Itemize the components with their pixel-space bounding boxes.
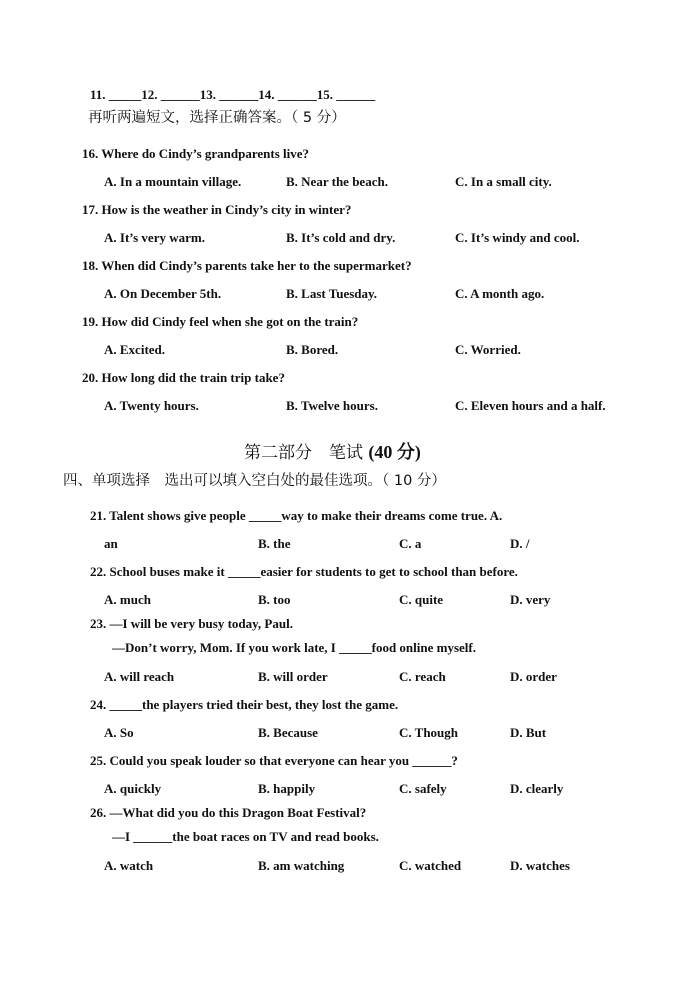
part2-score: (40 分)	[368, 442, 421, 462]
option-23b: B. will order	[258, 669, 328, 684]
question-16: 16. Where do Cindy’s grandparents live?	[82, 146, 310, 161]
option-18c: C. A month ago.	[455, 286, 545, 301]
option-20a: A. Twenty hours.	[104, 398, 199, 413]
option-23d: D. order	[510, 669, 557, 684]
option-16b: B. Near the beach.	[286, 174, 388, 189]
section4-instruction: 四、单项选择 选出可以填入空白处的最佳选项。（ 10 分）	[63, 473, 446, 489]
option-20b: B. Twelve hours.	[286, 398, 378, 413]
question-24: 24. _____the players tried their best, they lost the game.	[90, 697, 399, 712]
listening-instruction: 再听两遍短文，选择正确答案。（ 5 分）	[88, 110, 346, 126]
option-21b: B. the	[258, 536, 291, 551]
question-26-reply: —I ______the boat races on TV and read books.	[112, 829, 379, 844]
option-17b: B. It’s cold and dry.	[286, 230, 396, 245]
option-21c: C. a	[399, 536, 422, 551]
option-16a: A. In a mountain village.	[104, 174, 242, 189]
option-18a: A. On December 5th.	[104, 286, 222, 301]
blanks-11-15: 11. _____12. ______13. ______14. ______15. ______	[90, 87, 376, 102]
option-19a: A. Excited.	[104, 342, 166, 357]
question-23: 23. —I will be very busy today, Paul.	[90, 616, 293, 631]
option-17c: C. It’s windy and cool.	[455, 230, 580, 245]
option-26c: C. watched	[399, 858, 462, 873]
option-21d: D. /	[510, 536, 530, 551]
option-24d: D. But	[510, 725, 547, 740]
option-24c: C. Though	[399, 725, 459, 740]
option-22d: D. very	[510, 592, 551, 607]
question-22: 22. School buses make it _____easier for students to get to school than before.	[90, 564, 518, 579]
question-21: 21. Talent shows give people _____way to make their dreams come true. A.	[90, 508, 503, 523]
option-25b: B. happily	[258, 781, 316, 796]
option-17a: A. It’s very warm.	[104, 230, 205, 245]
option-21a: an	[104, 536, 118, 551]
option-25a: A. quickly	[104, 781, 162, 796]
option-26b: B. am watching	[258, 858, 345, 873]
option-18b: B. Last Tuesday.	[286, 286, 378, 301]
question-25: 25. Could you speak louder so that everyone can hear you ______?	[90, 753, 458, 768]
question-18: 18. When did Cindy’s parents take her to the supermarket?	[82, 258, 412, 273]
option-24b: B. Because	[258, 725, 318, 740]
option-22b: B. too	[258, 592, 291, 607]
option-22a: A. much	[104, 592, 151, 607]
option-19c: C. Worried.	[455, 342, 521, 357]
question-20: 20. How long did the train trip take?	[82, 370, 285, 385]
option-24a: A. So	[104, 725, 134, 740]
part2-title: 第二部分 笔试	[244, 443, 363, 463]
option-22c: C. quite	[399, 592, 444, 607]
option-23c: C. reach	[399, 669, 446, 684]
option-16c: C. In a small city.	[455, 174, 552, 189]
option-19b: B. Bored.	[286, 342, 339, 357]
option-26d: D. watches	[510, 858, 570, 873]
question-26: 26. —What did you do this Dragon Boat Festival?	[90, 805, 367, 820]
option-26a: A. watch	[104, 858, 154, 873]
option-23a: A. will reach	[104, 669, 175, 684]
question-17: 17. How is the weather in Cindy’s city in winter?	[82, 202, 352, 217]
option-25d: D. clearly	[510, 781, 564, 796]
option-25c: C. safely	[399, 781, 447, 796]
question-23-reply: —Don’t worry, Mom. If you work late, I _____food online myself.	[112, 640, 476, 655]
question-19: 19. How did Cindy feel when she got on the train?	[82, 314, 359, 329]
part2-heading	[244, 442, 421, 463]
option-20c: C. Eleven hours and a half.	[455, 398, 606, 413]
